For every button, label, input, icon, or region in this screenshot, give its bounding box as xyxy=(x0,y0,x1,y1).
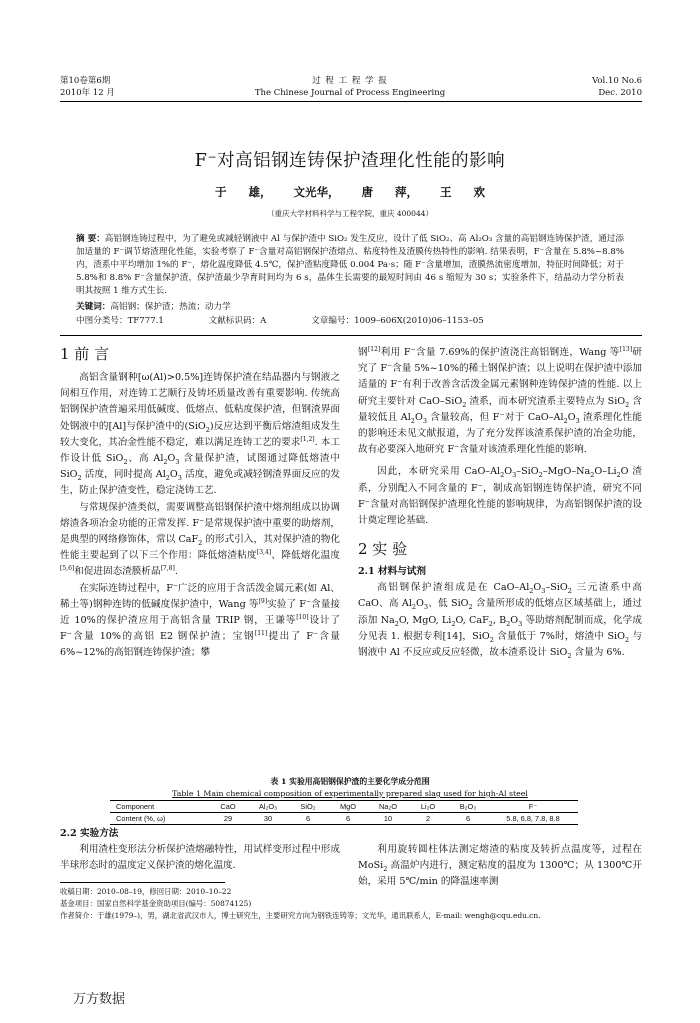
table-header-cell: Na₂O xyxy=(368,801,408,813)
body-paragraph: 钢[12]利用 F−含量 7.69%的保护渣浇注高铝钢连，Wang 等[13]研究了 F−含量 5%~10%的稀土钢保护渣；以上说明在保护渣中添加适量的 F−有利于改善含活泼金属元素钢种连铸保护渣的性能. 以上研究主要针对 CaO–SiO$_2$ 渣系，而本研究渣系主要特点为 SiO$_2$ 含量较低且 $Al_2O_3$ 含量较高，但 F−对于 CaO–$Al_2O_3$ 渣系理化性能的影响还未见文献报道，为了充分发挥该渣系保护渣的冶金功能，故有必要深入地研究 F−含量对该渣系理化性能的影响. xyxy=(358,345,642,456)
table-cell: 30 xyxy=(248,813,288,825)
classification-line xyxy=(76,314,526,326)
left-column xyxy=(60,342,340,662)
author: 文光华， xyxy=(293,185,340,199)
composition-table xyxy=(110,800,578,825)
abstract-label: 摘 要： xyxy=(76,234,105,244)
table-header-cell: MgO xyxy=(328,801,368,813)
table-cell: 6 xyxy=(448,813,488,825)
author: 唐 萍， xyxy=(361,185,419,199)
header-volume-en: Vol.10 No.6 xyxy=(592,76,642,86)
table-cell: 10 xyxy=(368,813,408,825)
abstract-text: 高铝钢连铸过程中，为了避免或减轻钢液中 Al 与保护渣中 SiO₂ 发生反应，设计了低 SiO₂、高 Al₂O₃ 含量的高铝钢连铸保护渣，通过添加适量的 F⁻调节熔渣理化性能，实验考察了 F⁻含量对高铝钢保护渣熔点、粘度特性及渣膜传热特性的影响. 结果表明，F⁻含量在 5.8%~8.8%内，渣系中平均增加 1%的 F⁻，熔化温度降低 4.5℃，保护渣粘度降低 0.004 Pa·s；随 F⁻含量增加，渣膜热流密度增加，特征时间降低；对于 5.8%和 8.8% F⁻含量保护渣，保护渣最少孕育时间均为 6 s，晶体生长需要的最短时间由 46 s 缩短为 30 s；实验条件下，结晶动力学分析表明其按照 1 维方式生长. xyxy=(76,234,624,296)
table-header-cell: Al₂O₃ xyxy=(248,801,288,813)
table-row xyxy=(110,813,578,825)
article-title: F⁻对高铝钢连铸保护渣理化性能的影响 xyxy=(194,151,506,171)
affiliation: （重庆大学材料科学与工程学院，重庆 400044） xyxy=(266,209,433,218)
table-cell: 6 xyxy=(328,813,368,825)
body-paragraph: 与常规保护渣类似，需要调整高铝钢保护渣中熔剂组成以协调熔渣各项冶金功能的正常发挥. F−是常规保护渣中重要的助熔剂，是典型的网络修饰体，常以 CaF$_2$ 的形式引入，其对保护渣的物化性能主要起到了以下三个作用：降低熔渣粘度[3,4]、降低熔化温度[5,6]和促进固态渣膜析晶[7,8]. xyxy=(60,501,341,578)
table-caption-en: Table 1 Main chemical composition of experimentally prepared slag used for high-Al steel xyxy=(172,789,528,798)
table-header-cell: SiO₂ xyxy=(288,801,328,813)
table-cell: Content (%, ω) xyxy=(110,813,208,825)
keywords-text: 高铝钢；保护渣；热流；动力学 xyxy=(110,302,231,312)
footnote-rule xyxy=(60,882,225,883)
header-volume-cn: 第10卷第6期 xyxy=(60,76,111,86)
section-heading: 1 前 言 xyxy=(60,345,110,363)
author: 王 欢 xyxy=(440,185,486,199)
footnotes xyxy=(60,882,644,921)
clc-code: 中图分类号：TF777.1 xyxy=(76,316,164,326)
keywords-label: 关键词： xyxy=(76,302,111,312)
table-header-row xyxy=(110,801,578,813)
body-paragraph: 利用旋转圆柱体法测定熔渣的粘度及转折点温度等，过程在 MoSi$_2$ 高温炉内进行，测定粘度的温度为 1300℃；从 1300℃开始，采用 5℃/min 的降温速率测 xyxy=(358,844,642,888)
article-number: 文章编号：1009–606X(2010)06–1153–05 xyxy=(311,316,484,326)
section-heading: 2 实 验 xyxy=(358,540,408,559)
abstract xyxy=(76,233,624,298)
table-caption-cn: 表 1 实验用高铝钢保护渣的主要化学成分范围 xyxy=(270,777,430,786)
header-date-cn: 2010年 12 月 xyxy=(60,88,115,98)
table-header-cell: CaO xyxy=(208,801,248,813)
table-header-cell: Li₂O xyxy=(408,801,448,813)
header-journal-en: The Chinese Journal of Process Engineering xyxy=(254,88,446,98)
header-rule xyxy=(60,101,642,102)
footnote-received: 收稿日期：2010–08–19，修回日期：2010–10–22 xyxy=(60,887,232,896)
author-list xyxy=(0,184,700,200)
subsection-heading: 2.1 材料与试剂 xyxy=(358,566,426,578)
document-code: 文献标识码：A xyxy=(208,316,267,326)
body-paragraph: 利用渣柱变形法分析保护渣熔融特性，用试样变形过程中形成半球形态时的温度定义保护渣的熔化温度. xyxy=(60,844,340,872)
left-column-bottom xyxy=(60,826,340,874)
abstract-rule xyxy=(60,335,642,336)
header-date-en: Dec. 2010 xyxy=(598,88,642,98)
footnote-fund: 基金项目：国家自然科学基金资助项目(编号：50874125) xyxy=(60,898,252,908)
author: 于 雄， xyxy=(214,185,272,199)
body-paragraph: 在实际连铸过程中，F−广泛的应用于含活泼金属元素(如 Al、稀土等)钢种连铸的低碱度保护渣中，Wang 等[9]实验了 F−含量接近 10%的保护渣应用于高铝含量 TRIP 钢，王谦等[10]设计了 F−含量 10%的高铝 E2 钢保护渣；宝钢[11]提出了 F−含量 6%~12%的高铝钢连铸保护渣；攀 xyxy=(60,581,341,659)
table-cell: 2 xyxy=(408,813,448,825)
subsection-heading: 2.2 实验方法 xyxy=(60,828,119,839)
table-cell: 6 xyxy=(288,813,328,825)
body-paragraph: 高铝钢保护渣组成是在 CaO–$Al_2O_3-SiO_2$ 三元渣系中高 CaO、高 $Al_2O_3$、低 SiO$_2$ 含量所形成的低熔点区域基础上，通过添加 $Na_2O$, MgO, $Li_2O$, CaF$_2$, $B_2O_3$ 等助熔剂配制而成，化学成分见表 1. 根据专利[14]，SiO$_2$ 含量低于 7%时，熔渣中 SiO$_2$ 与钢液中 Al 不反应或反应轻微，故本渣系设计 SiO$_2$ 含量为 6%. xyxy=(358,582,642,660)
body-paragraph: 因此，本研究采用 CaO–$Al_2O_3-SiO_2-MgO-Na_2O-Li_2O$ 渣系，分别配入不同含量的 F−，制成高铝钢连铸保护渣，研究不同 F−含量对高铝钢保护渣理化性能的影响规律，为高铝钢保护渣的设计奠定理论基础. xyxy=(358,466,642,527)
watermark-text: 万方数据 xyxy=(73,991,126,1006)
table-header-cell: F⁻ xyxy=(488,801,578,813)
body-paragraph: 高铝含量钢种[ω(Al)>0.5%]连铸保护渣在结晶器内与钢液之间相互作用，对连铸工艺顺行及铸坯质量改善有重要影响. 传统高铝钢保护渣普遍采用低碱度、低熔点、低粘度保护渣，但钢渣界面处钢液中的[Al]与保护渣中的(SiO$_2$)反应达到平衡后熔渣组成发生较大变化，其冶金性能不稳定，难以满足连铸工艺的要求[1,2]. 本工作设计低 SiO$_2$、高 $Al_2O_3$ 含量保护渣，试图通过降低熔渣中 SiO$_2$ 活度，同时提高 $Al_2O_3$ 活度，避免或减轻钢渣界面反应的发生，防止保护渣变性，稳定浇铸工艺. xyxy=(60,372,340,497)
table-header-cell: B₂O₃ xyxy=(448,801,488,813)
table-header-cell: Component xyxy=(110,801,208,813)
table-cell: 29 xyxy=(208,813,248,825)
right-column xyxy=(358,345,642,661)
keywords xyxy=(76,300,231,312)
footnote-author-bio: 作者简介：于雄(1979–)，男，湖北省武汉市人，博士研究生，主要研究方向为钢铁连铸等；文光华，通讯联系人，E-mail: wengh@cqu.edu.cn. xyxy=(60,910,541,920)
header-journal-cn: 过 程 工 程 学 报 xyxy=(312,76,388,86)
table-cell: 5.8, 6.8, 7.8, 8.8 xyxy=(488,813,578,825)
